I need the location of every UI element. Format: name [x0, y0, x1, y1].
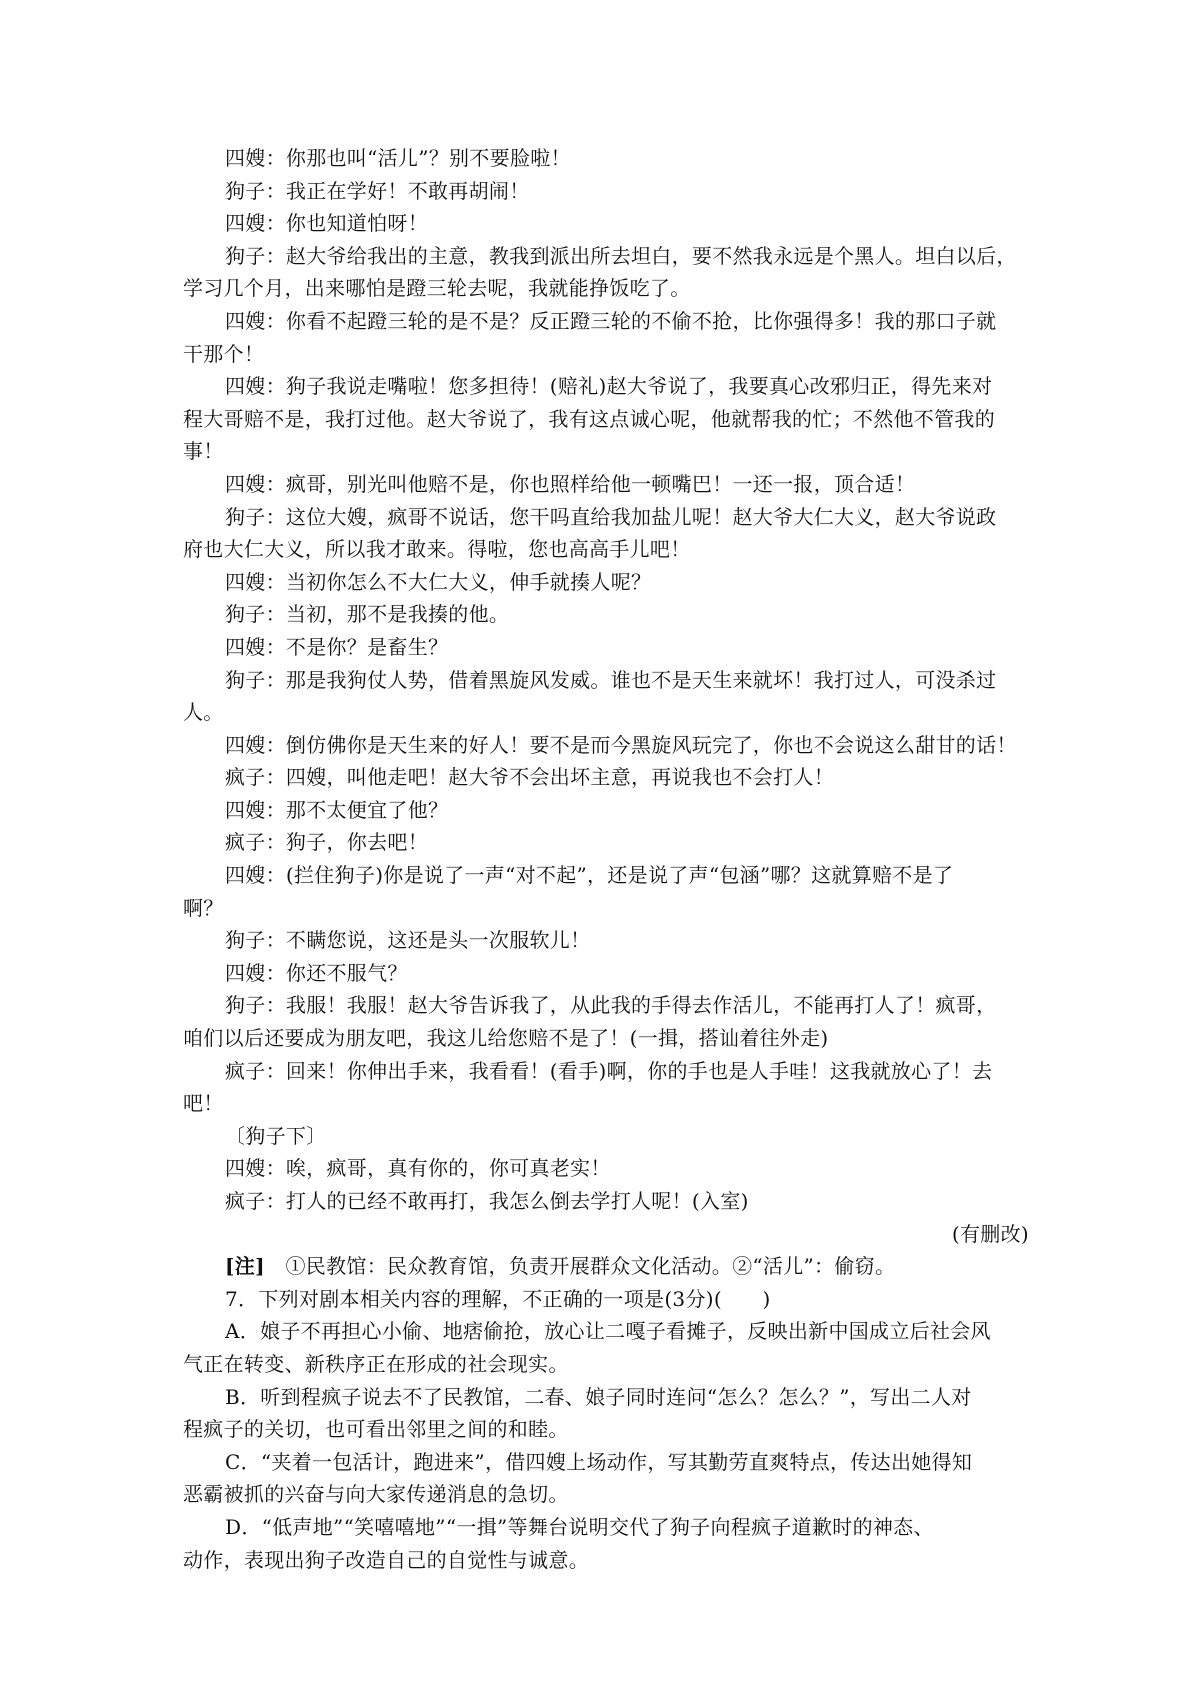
option-line: A．娘子不再担心小偷、地痞偷抢，放心让二嘎子看摊子，反映出新中国成立后社会风 — [225, 1319, 991, 1344]
question-option-b — [183, 1381, 1029, 1446]
dialogue-line: 四嫂：不是你？是畜生？ — [225, 634, 449, 659]
dialogue-line: 事！ — [183, 439, 224, 464]
dialogue-line: 四嫂：(拦住狗子)你是说了一声“对不起”，还是说了声“包涵”哪？这就算赔不是了 — [225, 863, 954, 888]
dialogue-line: 干那个！ — [183, 341, 265, 366]
dialogue-line: 四嫂：唉，疯哥，真有你的，你可真老实！ — [225, 1156, 611, 1181]
dialogue-line: 吧！ — [183, 1091, 224, 1116]
dialogue-line: 程大哥赔不是，我打过他。赵大爷说了，我有这点诚心呢，他就帮我的忙；不然他不管我的 — [183, 406, 995, 431]
dialogue-line: 疯子：狗子，你去吧！ — [225, 830, 428, 855]
document-page — [183, 142, 1029, 1576]
dialogue-line: 狗子：不瞒您说，这还是头一次服软儿！ — [225, 928, 591, 953]
dialogue-line: 疯子：回来！你伸出手来，我看看！(看手)啊，你的手也是人手哇！这我就放心了！去 — [225, 1058, 993, 1083]
dialogue-line: 府也大仁大义，所以我才敢来。得啦，您也高高手儿吧！ — [183, 537, 691, 562]
dialogue-line: 疯子：打人的已经不敢再打，我怎么倒去学打人呢！(入室) — [225, 1189, 749, 1213]
question-option-c — [183, 1446, 1029, 1511]
dialogue-line: 四嫂：狗子我说走嘴啦！您多担待！(赔礼)赵大爷说了，我要真心改邪归正，得先来对 — [225, 374, 993, 399]
dialogue-line: 四嫂：你那也叫“活儿”？别不要脸啦！ — [225, 146, 571, 170]
dialogue-line: 四嫂：你也知道怕呀！ — [225, 211, 428, 236]
dialogue-line: 四嫂：当初你怎么不大仁大义，伸手就揍人呢？ — [225, 569, 652, 594]
annotation-label: [注] — [225, 1254, 265, 1279]
annotation — [183, 1250, 1029, 1283]
option-line: D．“低声地”“笑嘻嘻地”“一揖”等舞台说明交代了狗子向程疯子道歉时的神态、 — [225, 1514, 934, 1539]
dialogue-line: 狗子：这位大嫂，疯哥不说话，您干吗直给我加盐儿呢！赵大爷大仁大义，赵大爷说政 — [225, 504, 997, 529]
dialogue-line: 〔狗子下〕 — [225, 1123, 327, 1148]
dialogue-line: 咱们以后还要成为朋友吧，我这儿给您赔不是了！(一揖，搭讪着往外走) — [183, 1026, 829, 1051]
option-line: C．“夹着一包活计，跑进来”，借四嫂上场动作，写其勤劳直爽特点，传达出她得知 — [225, 1449, 973, 1474]
source-note: (有删改) — [951, 1221, 1029, 1246]
dialogue-line: 狗子：那是我狗仗人势，借着黑旋风发威。谁也不是天生来就坏！我打过人，可没杀过 — [225, 667, 997, 692]
dialogue-line: 啊？ — [183, 895, 224, 920]
dialogue-line: 四嫂：倒仿佛你是天生来的好人！要不是而今黑旋风玩完了，你也不会说这么甜甘的话！ — [225, 732, 1017, 757]
option-line: 动作，表现出狗子改造自己的自觉性与诚意。 — [183, 1547, 589, 1572]
option-line: 气正在转变、新秩序正在形成的社会现实。 — [183, 1351, 569, 1376]
option-line: B．听到程疯子说去不了民教馆，二春、娘子同时连问“怎么？怎么？”，写出二人对 — [225, 1384, 972, 1409]
dialogue-line: 疯子：四嫂，叫他走吧！赵大爷不会出坏主意，再说我也不会打人！ — [225, 765, 834, 790]
option-line: 恶霸被抓的兴奋与向大家传递消息的急切。 — [183, 1482, 569, 1507]
dialogue-line: 狗子：我服！我服！赵大爷告诉我了，从此我的手得去作活儿，不能再打人了！疯哥， — [225, 993, 997, 1018]
dialogue-line: 四嫂：那不太便宜了他？ — [225, 797, 449, 822]
question-option-d — [183, 1511, 1029, 1576]
dialogue-line: 狗子：赵大爷给我出的主意，教我到派出所去坦白，要不然我永远是个黑人。坦白以后， — [225, 243, 1017, 268]
dialogue-line: 四嫂：你看不起蹬三轮的是不是？反正蹬三轮的不偷不抢，比你强得多！我的那口子就 — [225, 308, 997, 333]
dialogue-line: 人。 — [183, 700, 224, 725]
dialogue-line: 狗子：我正在学好！不敢再胡闹！ — [225, 178, 530, 203]
dialogue-line: 四嫂：你还不服气？ — [225, 960, 408, 985]
question-stem: 7．下列对剧本相关内容的理解，不正确的一项是(3分)( ) — [225, 1286, 771, 1311]
question-option-a — [183, 1315, 1029, 1380]
annotation-text: ①民教馆：民众教育馆，负责开展群众文化活动。②“活儿”：偷窃。 — [285, 1254, 896, 1279]
option-line: 程疯子的关切，也可看出邻里之间的和睦。 — [183, 1417, 569, 1442]
dialogue-line: 学习几个月，出来哪怕是蹬三轮去呢，我就能挣饭吃了。 — [183, 276, 691, 301]
dialogue-line: 狗子：当初，那不是我揍的他。 — [225, 602, 510, 627]
play-dialogue — [183, 142, 1029, 1218]
dialogue-line: 四嫂：疯哥，别光叫他赔不是，你也照样给他一顿嘴巴！一还一报，顶合适！ — [225, 471, 916, 496]
